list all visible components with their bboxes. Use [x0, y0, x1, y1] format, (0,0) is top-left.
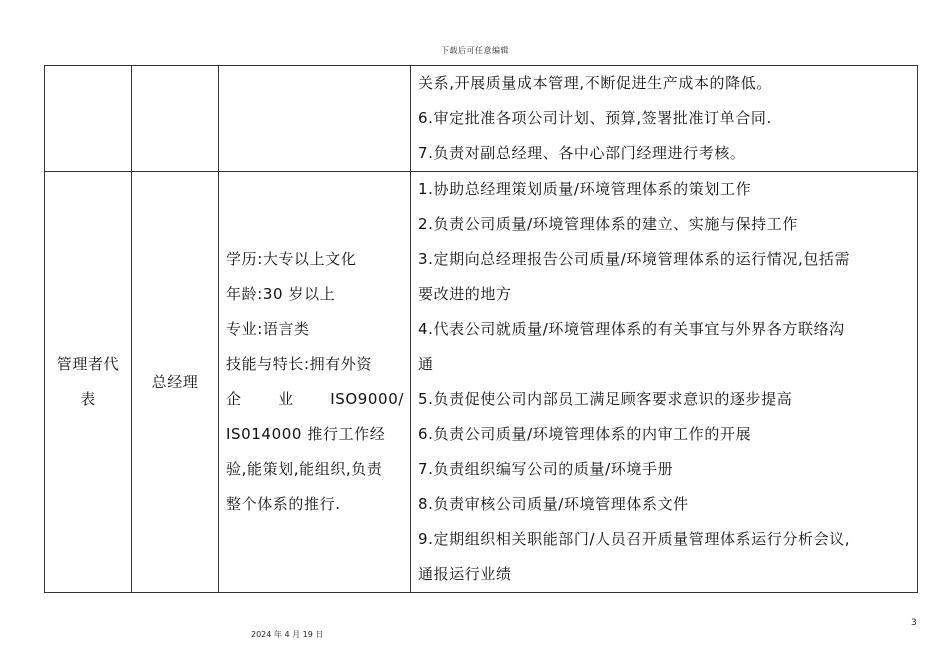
duty-line: 通 — [418, 355, 434, 373]
duty-line: 3.定期向总经理报告公司质量/环境管理体系的运行情况,包括需 — [418, 250, 851, 268]
duty-line: 2.负责公司质量/环境管理体系的建立、实施与保持工作 — [418, 215, 798, 233]
duty-line: 6.负责公司质量/环境管理体系的内审工作的开展 — [418, 425, 752, 443]
requirement-education: 学历:大专以上文化 — [226, 250, 357, 268]
page-date: 2024 年 4 月 19 日 — [251, 630, 324, 639]
duty-line: 关系,开展质量成本管理,不断促进生产成本的降低。 — [418, 74, 772, 92]
cell-duties-continued — [411, 66, 918, 172]
cell-title-empty — [132, 66, 219, 172]
job-responsibility-table — [44, 65, 918, 593]
table-row-management-representative — [45, 172, 918, 593]
cell-role — [45, 172, 132, 593]
requirement-skills-line: 验,能策划,能组织,负责 — [226, 460, 383, 478]
duty-line: 要改进的地方 — [418, 285, 512, 303]
duty-line: 8.负责审核公司质量/环境管理体系文件 — [418, 495, 689, 513]
cell-duties — [411, 172, 918, 593]
duty-line: 4.代表公司就质量/环境管理体系的有关事宜与外界各方联络沟 — [418, 320, 845, 338]
duty-line: 9.定期组织相关职能部门/人员召开质量管理体系运行分析会议, — [418, 530, 851, 548]
duty-line: 通报运行业绩 — [418, 565, 512, 583]
duty-line: 7.负责对副总经理、各中心部门经理进行考核。 — [418, 144, 746, 162]
duty-line: 7.负责组织编写公司的质量/环境手册 — [418, 460, 674, 478]
requirement-word: 业 — [278, 390, 294, 408]
requirement-skills-line-justified — [226, 382, 404, 417]
role-text-line: 管理者代 — [56, 355, 120, 373]
cell-requirements — [219, 172, 411, 593]
page-header-note: 下载后可任意编辑 — [441, 46, 509, 55]
requirement-word: ISO9000/ — [330, 390, 404, 408]
cell-role-empty — [45, 66, 132, 172]
cell-requirements-empty — [219, 66, 411, 172]
requirement-skills-line: 整个体系的推行. — [226, 495, 341, 513]
duty-line: 1.协助总经理策划质量/环境管理体系的策划工作 — [418, 180, 752, 198]
duty-line: 5.负责促使公司内部员工满足顾客要求意识的逐步提高 — [418, 390, 793, 408]
page-number: 3 — [911, 618, 917, 628]
requirement-skills-line: 技能与特长:拥有外资 — [226, 355, 373, 373]
duty-line: 6.审定批准各项公司计划、预算,签署批准订单合同. — [418, 109, 772, 127]
requirement-major: 专业:语言类 — [226, 320, 310, 338]
table-row-continued — [45, 66, 918, 172]
reports-to-text: 总经理 — [151, 372, 199, 391]
requirement-word: 企 — [226, 390, 242, 408]
cell-reports-to — [132, 172, 219, 593]
requirement-skills-line: IS014000 推行工作经 — [226, 425, 386, 443]
requirement-age: 年龄:30 岁以上 — [226, 285, 336, 303]
role-text-line: 表 — [80, 390, 96, 408]
